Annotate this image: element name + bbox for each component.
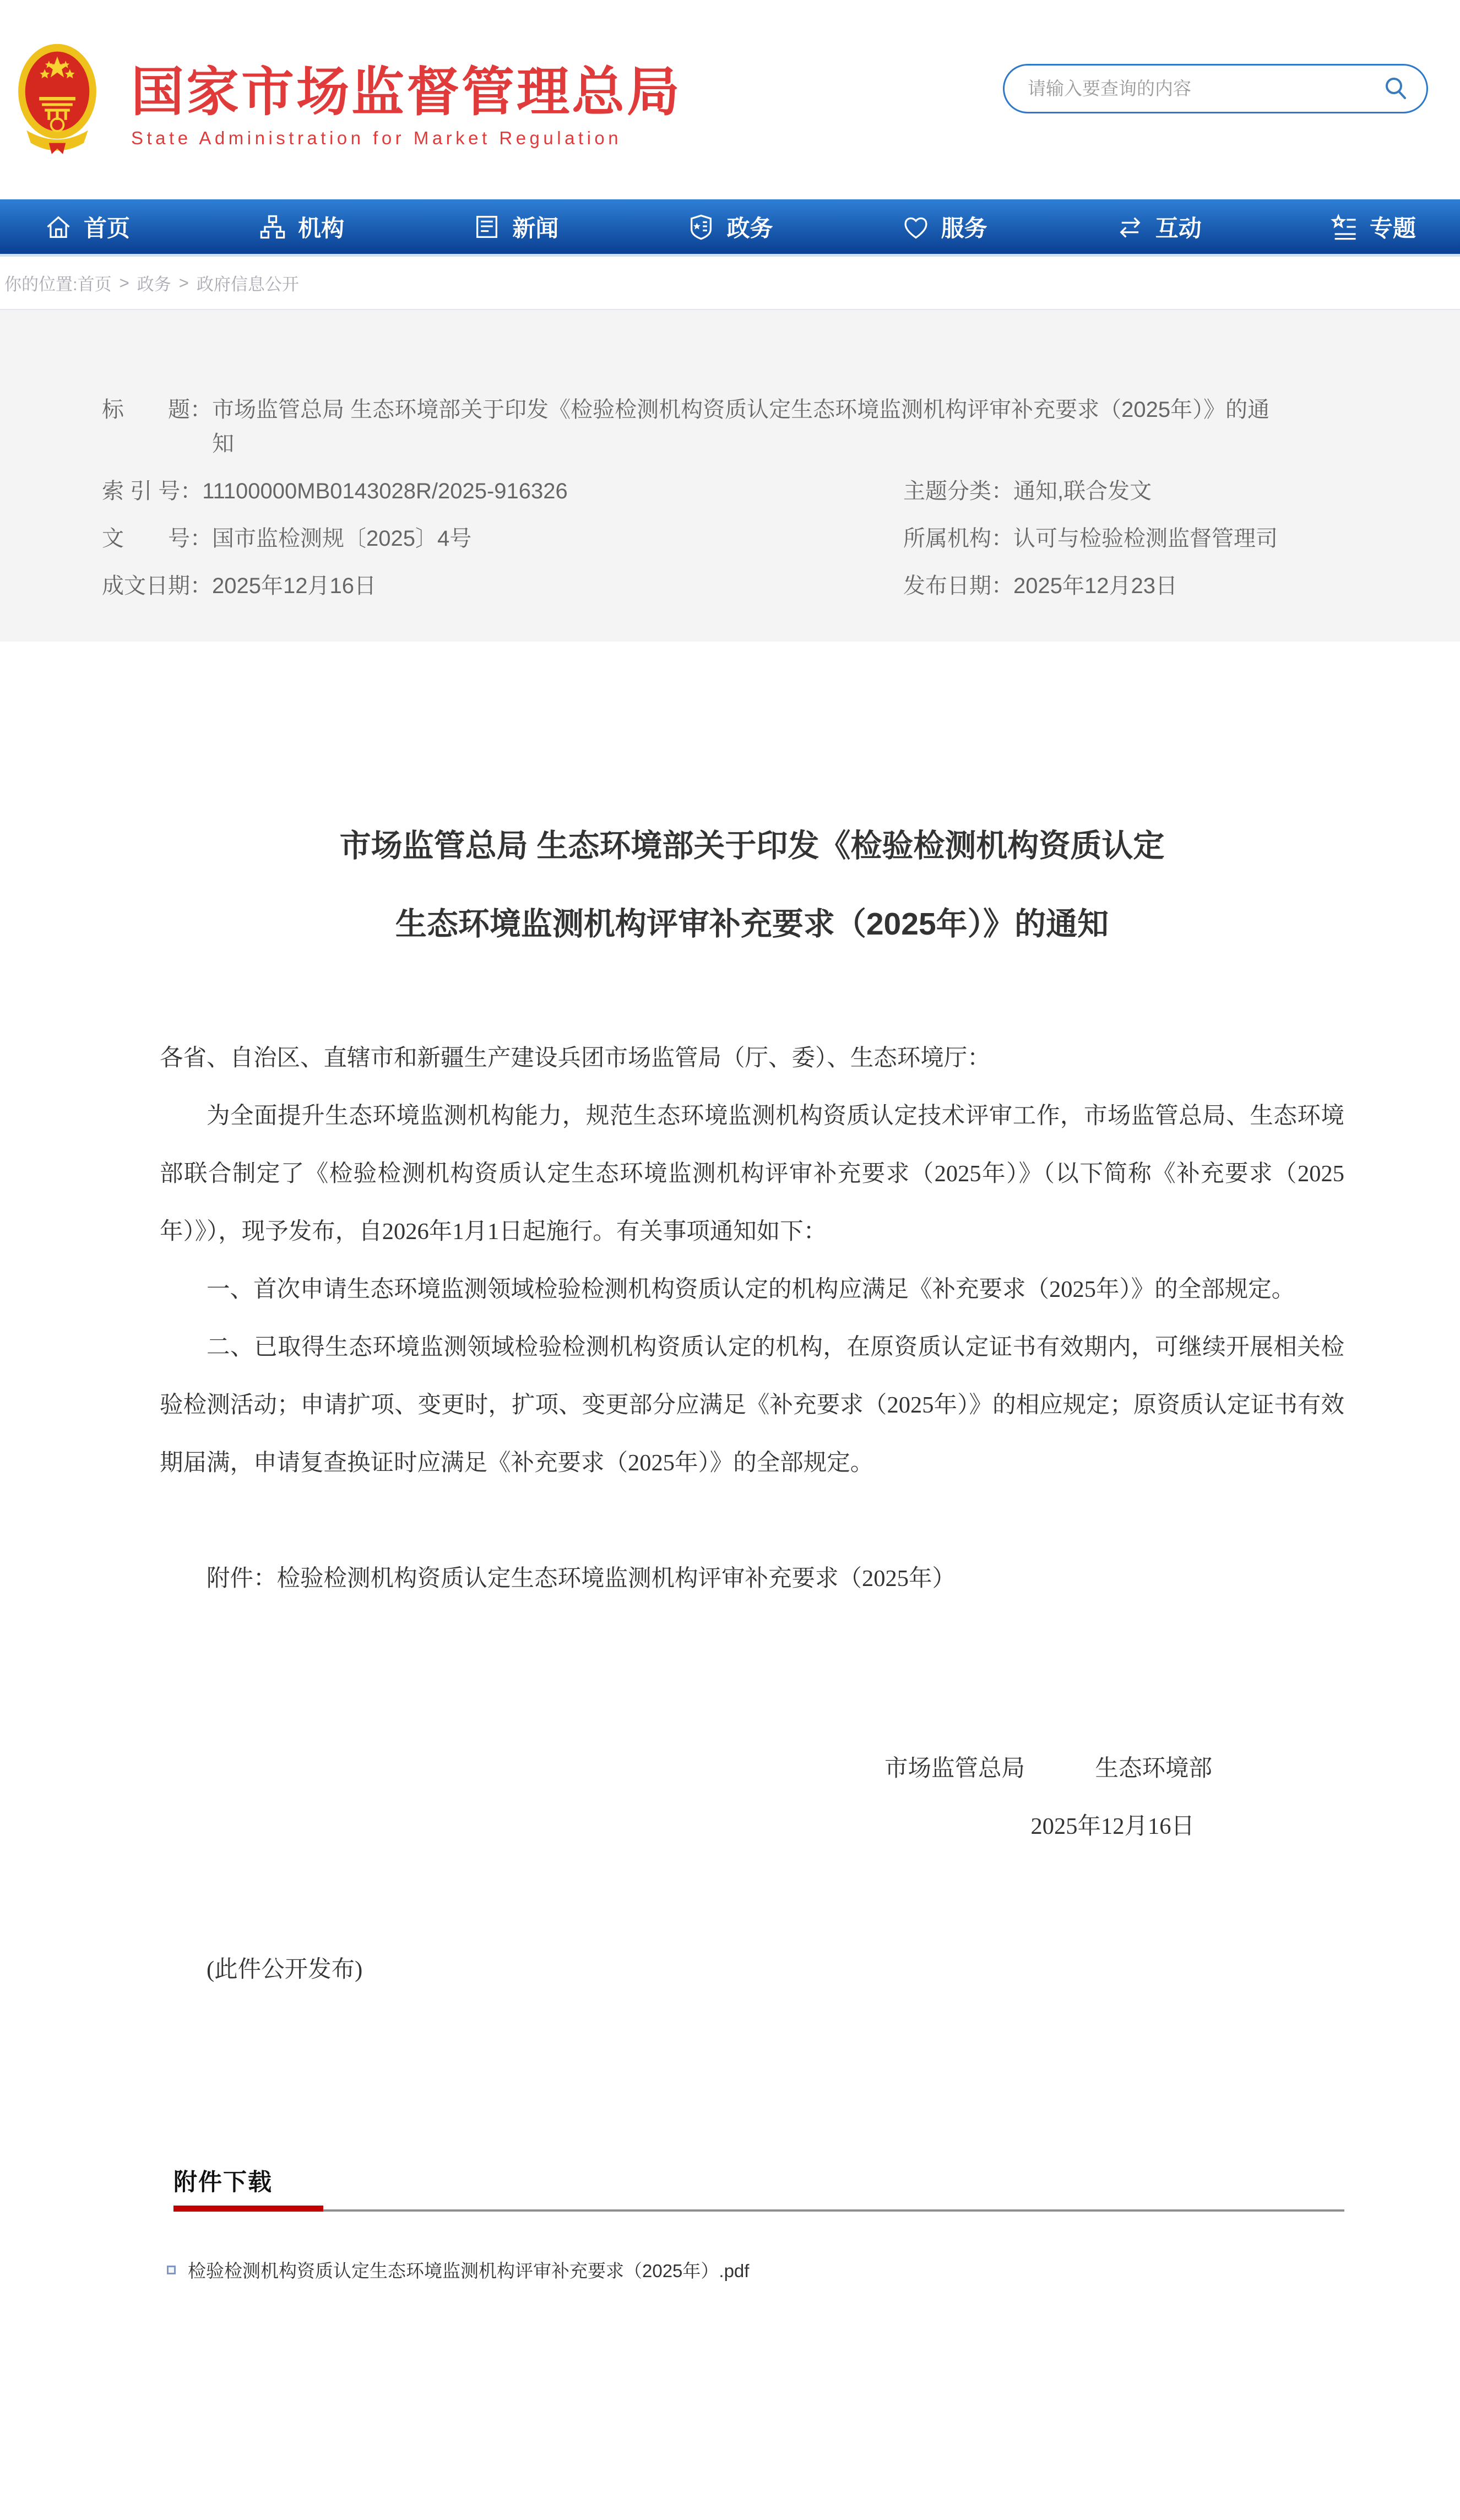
nav-item-label: 互动 xyxy=(1155,215,1202,241)
news-icon xyxy=(473,213,501,241)
nav-item-label: 政务 xyxy=(726,215,773,241)
site-logo-link[interactable] xyxy=(15,33,682,161)
attachment-pdf-link[interactable]: 检验检测机构资质认定生态环境监测机构评审补充要求（2025年）.pdf xyxy=(188,2261,750,2281)
meta-written-date-value: 2025年12月16日 xyxy=(212,574,376,598)
document-meta-panel xyxy=(0,310,1460,642)
site-header xyxy=(0,0,1460,199)
nav-item-service[interactable] xyxy=(902,210,987,243)
meta-published-date-label: 发布日期： xyxy=(903,574,1013,598)
home-icon xyxy=(44,213,73,241)
meta-title-value: 市场监管总局 生态环境部关于印发《检验检测机构资质认定生态环境监测机构评审补充要求（2025年）》的通知 xyxy=(212,398,1270,456)
nav-item-interact[interactable] xyxy=(1116,210,1202,243)
meta-row-3 xyxy=(102,569,1460,603)
meta-org-label: 所属机构： xyxy=(903,526,1013,551)
national-emblem-icon xyxy=(15,33,99,161)
nav-item-org[interactable] xyxy=(258,210,344,243)
nav-item-news[interactable] xyxy=(473,210,558,243)
paragraph: 为全面提升生态环境监测机构能力，规范生态环境监测机构资质认定技术评审工作，市场监管总局、生态环境部联合制定了《检验检测机构资质认定生态环境监测机构评审补充要求（2025年）》（以下简称《补充要求（2025年）》），现予发布，自2026年1月1日起施行。有关事项通知如下： xyxy=(160,1103,1344,1245)
meta-written-date-label: 成文日期： xyxy=(102,574,212,598)
nav-item-topic[interactable] xyxy=(1330,210,1416,243)
document-text xyxy=(160,1029,1344,1998)
public-release-note: (此件公开发布) xyxy=(207,1957,363,1983)
meta-index-value: 11100000MB0143028R/2025-916326 xyxy=(202,479,568,503)
paragraph: 一、首次申请生态环境监测领域检验检测机构资质认定的机构应满足《补充要求（2025年）》的全部规定。 xyxy=(207,1277,1295,1302)
breadcrumb-separator: > xyxy=(119,273,129,292)
service-icon xyxy=(902,213,930,241)
document-title xyxy=(160,807,1344,963)
meta-org-value: 认可与检验检测监督管理司 xyxy=(1013,526,1278,551)
nav-item-label: 首页 xyxy=(84,215,131,241)
file-bullet-icon xyxy=(167,2266,176,2274)
search-icon xyxy=(1382,75,1409,101)
topic-icon xyxy=(1330,213,1359,241)
document-title-line2: 生态环境监测机构评审补充要求（2025年）》的通知 xyxy=(395,906,1109,942)
document-title-line1: 市场监管总局 生态环境部关于印发《检验检测机构资质认定 xyxy=(339,828,1165,863)
signature-date: 2025年12月16日 xyxy=(1030,1813,1195,1839)
nav-item-label: 服务 xyxy=(941,215,987,241)
attachment-section-title: 附件下载 xyxy=(173,2169,273,2196)
breadcrumb-item-gov[interactable]: 政务 xyxy=(137,275,171,294)
divider-red-accent xyxy=(173,2206,323,2212)
nav-item-gov[interactable] xyxy=(687,210,773,243)
nav-item-label: 新闻 xyxy=(512,215,559,241)
meta-title-label: 标 题： xyxy=(102,398,212,422)
signature-block xyxy=(160,1740,1344,1855)
breadcrumb-item-home[interactable]: 首页 xyxy=(77,275,112,294)
salutation: 各省、自治区、直辖市和新疆生产建设兵团市场监管局（厅、委）、生态环境厅： xyxy=(160,1045,991,1071)
divider-gray-line xyxy=(173,2209,1344,2212)
attachment-download-section xyxy=(173,2164,1344,2283)
meta-row-2 xyxy=(102,522,1460,556)
org-icon xyxy=(258,213,287,241)
meta-row-title xyxy=(102,393,1460,461)
meta-category-label: 主题分类： xyxy=(903,479,1013,503)
search-button[interactable] xyxy=(1381,74,1410,103)
meta-docno-label: 文 号： xyxy=(102,526,212,551)
meta-index-label: 索 引 号： xyxy=(102,479,203,503)
meta-category-value: 通知,联合发文 xyxy=(1013,479,1152,503)
breadcrumb-separator: > xyxy=(178,273,189,292)
meta-published-date-value: 2025年12月23日 xyxy=(1013,574,1177,598)
meta-docno-value: 国市监检测规〔2025〕4号 xyxy=(212,526,472,551)
interact-icon xyxy=(1116,213,1144,241)
nav-item-label: 机构 xyxy=(298,215,345,241)
attachment-section-divider xyxy=(173,2205,1344,2212)
search-box xyxy=(1003,64,1428,113)
site-title: 国家市场监督管理总局 xyxy=(131,62,682,122)
gov-icon xyxy=(687,213,715,241)
breadcrumb-item-info[interactable]: 政府信息公开 xyxy=(196,275,299,294)
nav-item-home[interactable] xyxy=(44,210,130,243)
breadcrumb-prefix: 你的位置: xyxy=(4,275,78,294)
attachment-reference: 附件：检验检测机构资质认定生态环境监测机构评审补充要求（2025年） xyxy=(207,1566,956,1592)
breadcrumb xyxy=(0,257,1460,310)
attachment-file-row xyxy=(167,2257,1344,2283)
signature-organizations: 市场监管总局 生态环境部 xyxy=(884,1756,1212,1782)
document-body xyxy=(0,807,1460,2283)
site-subtitle: State Administration for Market Regulation xyxy=(131,128,622,149)
search-input[interactable] xyxy=(1028,78,1381,99)
nav-item-label: 专题 xyxy=(1369,215,1416,241)
main-nav xyxy=(0,199,1460,257)
paragraph: 二、已取得生态环境监测领域检验检测机构资质认定的机构，在原资质认定证书有效期内，可继续开展相关检验检测活动；申请扩项、变更时，扩项、变更部分应满足《补充要求（2025年）》的相应规定；原资质认定证书有效期届满，申请复查换证时应满足《补充要求（2025年）》的全部规定。 xyxy=(160,1334,1344,1476)
site-title-block xyxy=(131,45,682,149)
meta-row-1 xyxy=(102,474,1460,508)
